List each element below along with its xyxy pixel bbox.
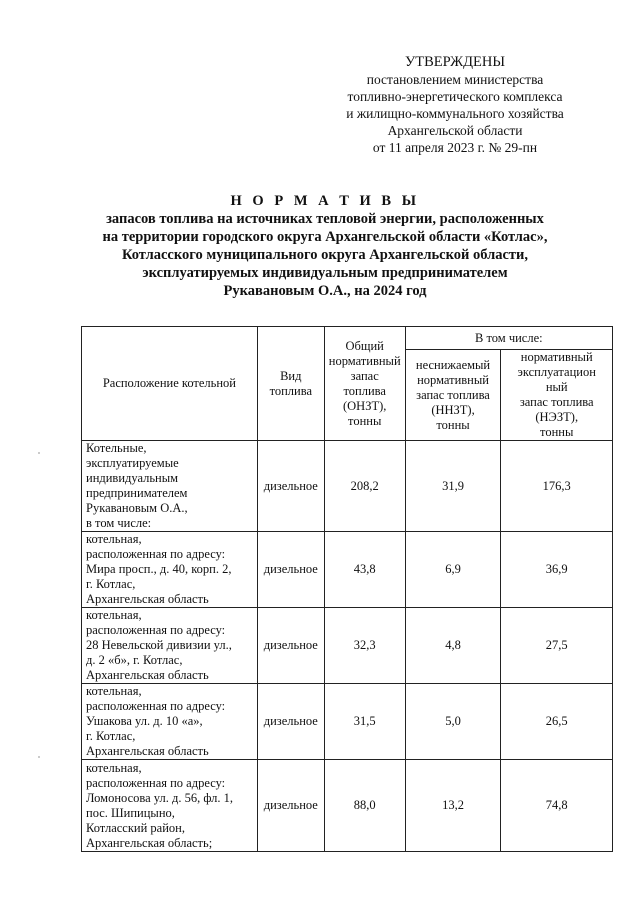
- cell-fuel: дизельное: [257, 532, 324, 608]
- cell-nnzt: 5,0: [405, 684, 501, 760]
- scan-speck: [38, 756, 40, 758]
- table-row: [82, 441, 613, 532]
- header-nnzt: неснижаемый нормативный запас топлива (ННЗТ), тонны: [405, 350, 501, 441]
- title-line: Котласского муниципального округа Архангельской области,: [121, 247, 529, 263]
- cell-total: 88,0: [324, 760, 405, 852]
- norms-table: [81, 326, 613, 852]
- approval-line: топливно-энергетического комплекса: [347, 89, 563, 104]
- approval-line: Архангельской области: [387, 123, 523, 138]
- header-total-reserve: Общий нормативный запас топлива (ОНЗТ), тонны: [324, 327, 405, 441]
- header-nezt: нормативный эксплуатацион ный запас топлива (НЭЗТ), тонны: [501, 350, 613, 441]
- cell-nezt: 36,9: [501, 532, 613, 608]
- cell-nnzt: 4,8: [405, 608, 501, 684]
- cell-fuel: дизельное: [257, 608, 324, 684]
- cell-total: 32,3: [324, 608, 405, 684]
- approval-block: [320, 54, 590, 156]
- cell-fuel: дизельное: [257, 760, 324, 852]
- table-row: [82, 760, 613, 852]
- cell-nezt: 74,8: [501, 760, 613, 852]
- header-location: Расположение котельной: [82, 327, 258, 441]
- approval-line: от 11 апреля 2023 г. № 29-пн: [372, 140, 538, 155]
- cell-fuel: дизельное: [257, 441, 324, 532]
- approval-line: постановлением министерства: [366, 72, 544, 87]
- cell-fuel: дизельное: [257, 684, 324, 760]
- cell-location: котельная, расположенная по адресу: Мира просп., д. 40, корп. 2, г. Котлас, Архангельская область: [82, 532, 258, 608]
- table-row: [82, 608, 613, 684]
- title-line: эксплуатируемых индивидуальным предпринимателем: [142, 265, 508, 281]
- cell-total: 43,8: [324, 532, 405, 608]
- cell-location: Котельные, эксплуатируемые индивидуальным предпринимателем Рукавановым О.А., в том числе:: [82, 441, 258, 532]
- cell-nnzt: 6,9: [405, 532, 501, 608]
- title-line: Рукавановым О.А., на 2024 год: [223, 283, 427, 299]
- table-header-row: [82, 327, 613, 350]
- header-fuel-type: Вид топлива: [257, 327, 324, 441]
- title-line: запасов топлива на источниках тепловой энергии, расположенных: [106, 211, 544, 227]
- cell-location: котельная, расположенная по адресу: Ушакова ул. д. 10 «а», г. Котлас, Архангельская область: [82, 684, 258, 760]
- table-row: [82, 532, 613, 608]
- cell-total: 31,5: [324, 684, 405, 760]
- cell-nezt: 26,5: [501, 684, 613, 760]
- scan-speck: [38, 452, 40, 454]
- cell-location: котельная, расположенная по адресу: Ломоносова ул. д. 56, фл. 1, пос. Шипицыно, Котласский район, Архангельская область;: [82, 760, 258, 852]
- table-row: [82, 684, 613, 760]
- approval-line: и жилищно-коммунального хозяйства: [346, 106, 564, 121]
- cell-nnzt: 31,9: [405, 441, 501, 532]
- cell-nezt: 27,5: [501, 608, 613, 684]
- cell-location: котельная, расположенная по адресу: 28 Невельской дивизии ул., д. 2 «б», г. Котлас, Архангельская область: [82, 608, 258, 684]
- title-heading: Н О Р М А Т И В Ы: [230, 193, 420, 209]
- cell-total: 208,2: [324, 441, 405, 532]
- header-including: В том числе:: [405, 327, 612, 350]
- document-title: [90, 192, 560, 300]
- cell-nezt: 176,3: [501, 441, 613, 532]
- approval-heading: УТВЕРЖДЕНЫ: [404, 54, 506, 70]
- title-line: на территории городского округа Архангельской области «Котлас»,: [102, 229, 548, 245]
- cell-nnzt: 13,2: [405, 760, 501, 852]
